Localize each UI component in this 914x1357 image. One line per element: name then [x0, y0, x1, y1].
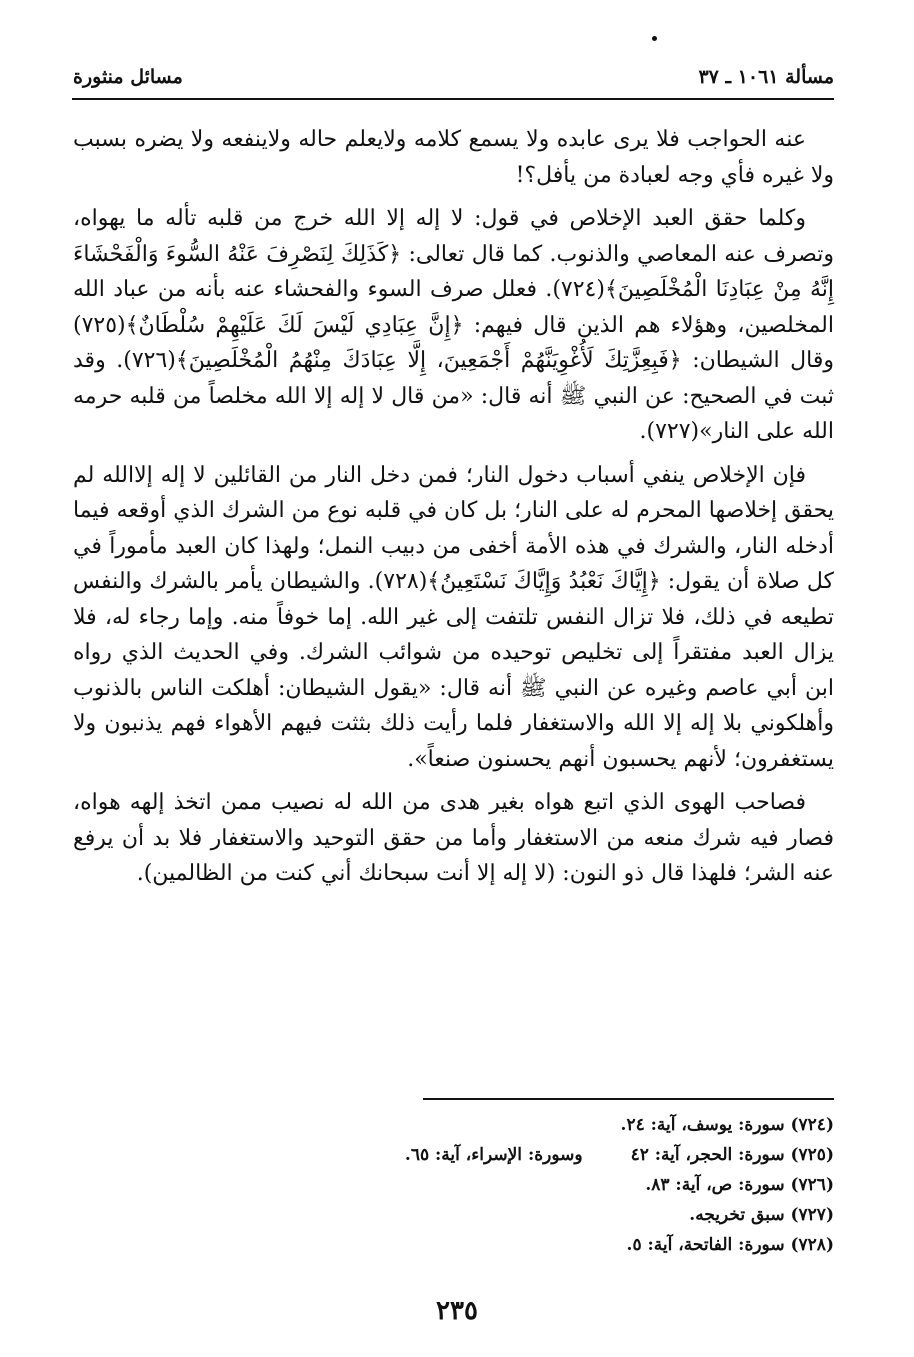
footnote-text: (٧٢٨) سورة: الفاتحة، آية: ٥.	[626, 1235, 834, 1255]
footnote	[73, 1200, 834, 1230]
paragraph: عنه الحواجب فلا يرى عابده ولا يسمع كلامه ولايعلم حاله ولاينفعه ولا يضره بسبب ولا غيره فأي وجه لعبادة من يأفل؟!	[73, 127, 834, 188]
footnote-divider	[423, 1098, 834, 1100]
paragraph: وكلما حقق العبد الإخلاص في قول: لا إله إلا الله خرج من قلبه تأله ما يهواه، وتصرف عنه المعاصي والذنوب. كما قال تعالى: ﴿كَذَلِكَ لِنَصْرِفَ عَنْهُ السُّوءَ وَالْفَحْشَاءَ إِنَّهُ مِنْ عِبَادِنَا الْمُخْلَصِينَ﴾(٧٢٤). فعلل صرف السوء والفحشاء عنه بأنه من عباد الله المخلصين، وهؤلاء هم الذين قال فيهم: ﴿إِنَّ عِبَادِي لَيْسَ لَكَ عَلَيْهِمْ سُلْطَانٌ﴾(٧٢٥) وقال الشيطان: ﴿فَبِعِزَّتِكَ لَأُغْوِيَنَّهُمْ أَجْمَعِينَ، إِلَّا عِبَادَكَ مِنْهُمُ الْمُخْلَصِينَ﴾(٧٢٦). وقد ثبت في الصحيح: عن النبي ﷺ أنه قال: «من قال لا إله إلا الله مخلصاً من قلبه حرمه الله على النار»(٧٢٧).	[73, 206, 834, 444]
header-chapter-title: مسألة ١٠٦١ ـ ٣٧	[698, 66, 834, 88]
page-number: ٢٣٥	[436, 1296, 478, 1326]
footnote	[73, 1170, 834, 1200]
paragraph: فصاحب الهوى الذي اتبع هواه بغير هدى من الله له نصيب ممن اتخذ إلهه هواه، فصار فيه شرك منعه من الاستغفار وأما من حقق التوحيد والاستغفار فلا بد أن يرفع عنه الشر؛ فلهذا قال ذو النون: (لا إله إلا أنت سبحانك أني كنت من الظالمين).	[73, 790, 834, 886]
footnote-text: (٧٢٥) سورة: الحجر، آية: ٤٢	[630, 1145, 834, 1165]
main-text	[73, 122, 834, 892]
paragraph: فإن الإخلاص ينفي أسباب دخول النار؛ فمن دخل النار من القائلين لا إله إلاالله لم يحقق إخلاصها المحرم له على النار؛ بل كان في قلبه نوع من الشرك الذي أوقعه فيما أدخله النار، والشرك في هذه الأمة أخفى من دبيب النمل؛ ولهذا كان العبد مأموراً في كل صلاة أن يقول: ﴿إِيَّاكَ نَعْبُدُ وَإِيَّاكَ نَسْتَعِينُ﴾(٧٢٨). والشيطان يأمر بالشرك والنفس تطيعه في ذلك، فلا تزال النفس تلتفت إلى غير الله. إما خوفاً منه. وإما رجاء له، فلا يزال العبد مفتقراً إلى تخليص توحيده من شوائب الشرك. وفي الحديث الذي رواه ابن أبي عاصم وغيره عن النبي ﷺ أنه قال: «يقول الشيطان: أهلكت الناس بالذنوب وأهلكوني بلا إله إلا الله والاستغفار فلما رأيت ذلك بثثت فيهم الأهواء فهم يذنبون ولا يستغفرون؛ لأنهم يحسبون أنهم يحسنون صنعاً».	[73, 462, 834, 772]
footnote	[73, 1230, 834, 1260]
footnote-text: (٧٢٧) سبق تخريجه.	[689, 1205, 834, 1225]
header-divider	[72, 98, 834, 100]
running-header	[73, 58, 834, 96]
footnote	[73, 1110, 834, 1140]
footnote-text: (٧٢٤) سورة: يوسف، آية: ٢٤.	[620, 1115, 834, 1135]
header-book-section: مسائل منثورة	[73, 66, 183, 88]
footnote-text: (٧٢٦) سورة: ص، آية: ٨٣.	[645, 1175, 834, 1195]
ink-dot	[652, 36, 657, 41]
footnotes	[73, 1110, 834, 1260]
footnote-extra: وسورة: الإسراء، آية: ٦٥.	[404, 1145, 583, 1165]
footnote	[73, 1140, 834, 1170]
